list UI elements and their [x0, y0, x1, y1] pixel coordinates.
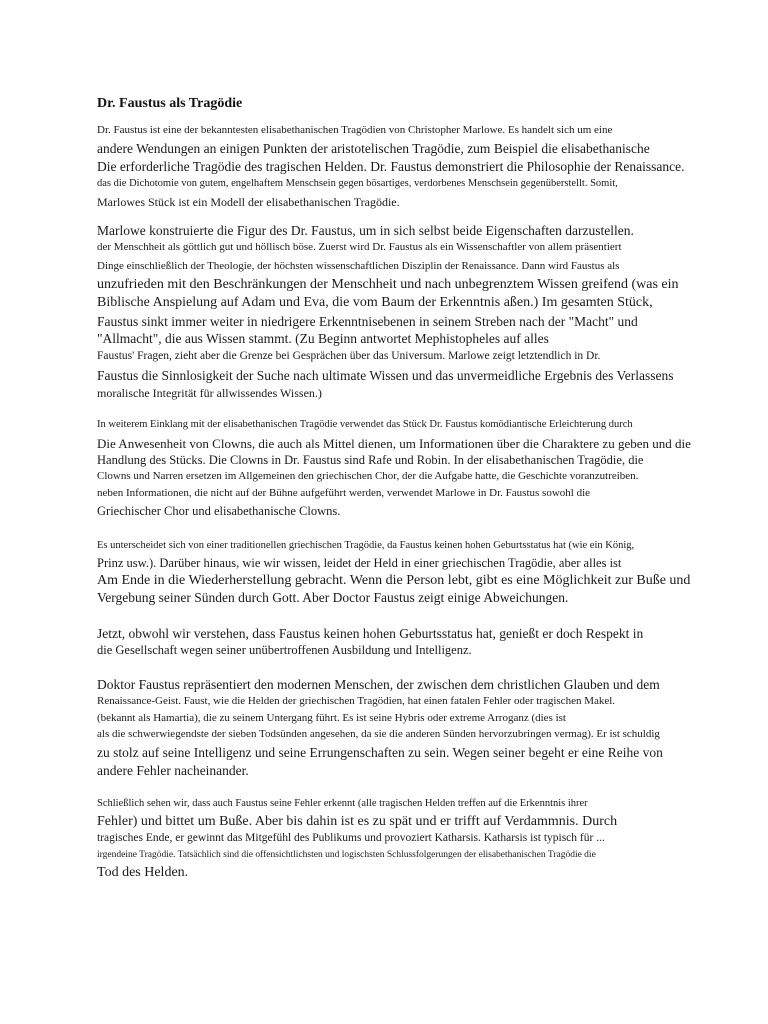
text-line: (bekannt als Hamartia), die zu seinem Untergang führt. Es ist seine Hybris oder extreme Arroganz (dies ist: [97, 712, 566, 724]
text-line: Schließlich sehen wir, dass auch Faustus seine Fehler erkennt (alle tragischen Helden treffen auf die Erkenntnis ihrer: [97, 798, 588, 809]
text-line: die Gesellschaft wegen seiner unübertroffenen Ausbildung und Intelligenz.: [97, 643, 472, 657]
text-line: Griechischer Chor und elisabethanische Clowns.: [97, 504, 341, 518]
text-line: Faustus die Sinnlosigkeit der Suche nach ultimate Wissen und das unvermeidliche Ergebnis des Verlassens: [97, 368, 674, 383]
text-line: In weiterem Einklang mit der elisabethanischen Tragödie verwendet das Stück Dr. Faustus komödiantische Erleichterung durch: [97, 419, 633, 430]
text-line: unzufrieden mit den Beschränkungen der Menschheit und nach unbegrenztem Wissen greifend (was ein: [97, 277, 679, 292]
page-title: Dr. Faustus als Tragödie: [97, 96, 243, 111]
text-line: Dinge einschließlich der Theologie, der höchsten wissenschaftlichen Disziplin der Renaissance. Dann wird Faustus als: [97, 260, 620, 272]
text-line: andere Fehler nacheinander.: [97, 763, 249, 778]
text-line: Marlowes Stück ist ein Modell der elisabethanischen Tragödie.: [97, 195, 400, 209]
text-line: andere Wendungen an einigen Punkten der aristotelischen Tragödie, zum Beispiel die elisabethanische: [97, 141, 650, 156]
text-line: Jetzt, obwohl wir verstehen, dass Faustus keinen hohen Geburtsstatus hat, genießt er doch Respekt in: [97, 626, 644, 641]
text-line: tragisches Ende, er gewinnt das Mitgefühl des Publikums und provoziert Katharsis. Katharsis ist typisch für ...: [97, 832, 605, 844]
text-line: Fehler) und bittet um Buße. Aber bis dahin ist es zu spät und er trifft auf Verdammnis. Durch: [97, 814, 618, 829]
text-line: Clowns und Narren ersetzen im Allgemeinen den griechischen Chor, der die Aufgabe hatte, die Geschichte voranzutreiben.: [97, 470, 639, 482]
text-line: irgendeine Tragödie. Tatsächlich sind die offensichtlichsten und logischsten Schlussfolgerungen der elisabethanischen Tragödie die: [97, 850, 596, 860]
text-line: Marlowe konstruierte die Figur des Dr. Faustus, um in sich selbst beide Eigenschaften darzustellen.: [97, 223, 634, 238]
text-line: Doktor Faustus repräsentiert den modernen Menschen, der zwischen dem christlichen Glauben und dem: [97, 677, 660, 692]
text-line: Dr. Faustus ist eine der bekanntesten elisabethanischen Tragödien von Christopher Marlowe. Es handelt sich um eine: [97, 124, 613, 136]
text-line: "Allmacht", die aus Wissen stammt. (Zu Beginn antwortet Mephistopheles auf alles: [97, 331, 549, 346]
text-line: Renaissance-Geist. Faust, wie die Helden der griechischen Tragödien, hat einen fatalen Fehler oder tragischen Makel.: [97, 695, 616, 707]
text-line: Am Ende in die Wiederherstellung gebracht. Wenn die Person lebt, gibt es eine Möglichkeit zur Buße und: [97, 573, 691, 588]
text-line: Biblische Anspielung auf Adam und Eva, die vom Baum der Erkenntnis aßen.) Im gesamten Stück,: [97, 295, 653, 310]
text-line: Es unterscheidet sich von einer traditionellen griechischen Tragödie, da Faustus keinen hohen Geburtsstatus hat (wie ein König,: [97, 540, 635, 551]
text-line: moralische Integrität für allwissendes Wissen.): [97, 386, 322, 400]
text-line: Faustus sinkt immer weiter in niedrigere Erkenntnisebenen in seinem Streben nach der "Macht" und: [97, 314, 638, 329]
text-line: der Menschheit als göttlich gut und höllisch böse. Zuerst wird Dr. Faustus als ein Wissenschaftler von allem präsentiert: [97, 241, 622, 253]
text-line: Die erforderliche Tragödie des tragischen Helden. Dr. Faustus demonstriert die Philosophie der Renaissance.: [97, 159, 685, 174]
text-line: Die Anwesenheit von Clowns, die auch als Mittel dienen, um Informationen über die Charaktere zu geben und die: [97, 436, 691, 451]
text-line: das die Dichotomie von gutem, engelhaftem Menschsein gegen bösartiges, verdorbenes Menschsein gegenüberstellt. Somit,: [97, 178, 618, 189]
text-line: Tod des Helden.: [97, 865, 189, 880]
text-line: Vergebung seiner Sünden durch Gott. Aber Doctor Faustus zeigt einige Abweichungen.: [97, 590, 569, 605]
text-line: zu stolz auf seine Intelligenz und seine Errungenschaften zu sein. Wegen seiner begeht er eine Reihe von: [97, 745, 663, 760]
text-line: Faustus' Fragen, zieht aber die Grenze bei Gesprächen über das Universum. Marlowe zeigt letztendlich in Dr.: [97, 350, 601, 362]
text-line: Prinz usw.). Darüber hinaus, wie wir wissen, leidet der Held in einer griechischen Tragödie, aber alles ist: [97, 556, 622, 570]
text-line: Handlung des Stücks. Die Clowns in Dr. Faustus sind Rafe und Robin. In der elisabethanischen Tragödie, die: [97, 453, 644, 467]
text-line: als die schwerwiegendste der sieben Todsünden angesehen, da sie die anderen Sünden hervorzubringen vermag). Er ist schuldig: [97, 728, 660, 740]
text-line: neben Informationen, die nicht auf der Bühne aufgeführt werden, verwendet Marlowe in Dr. Faustus sowohl die: [97, 487, 591, 499]
